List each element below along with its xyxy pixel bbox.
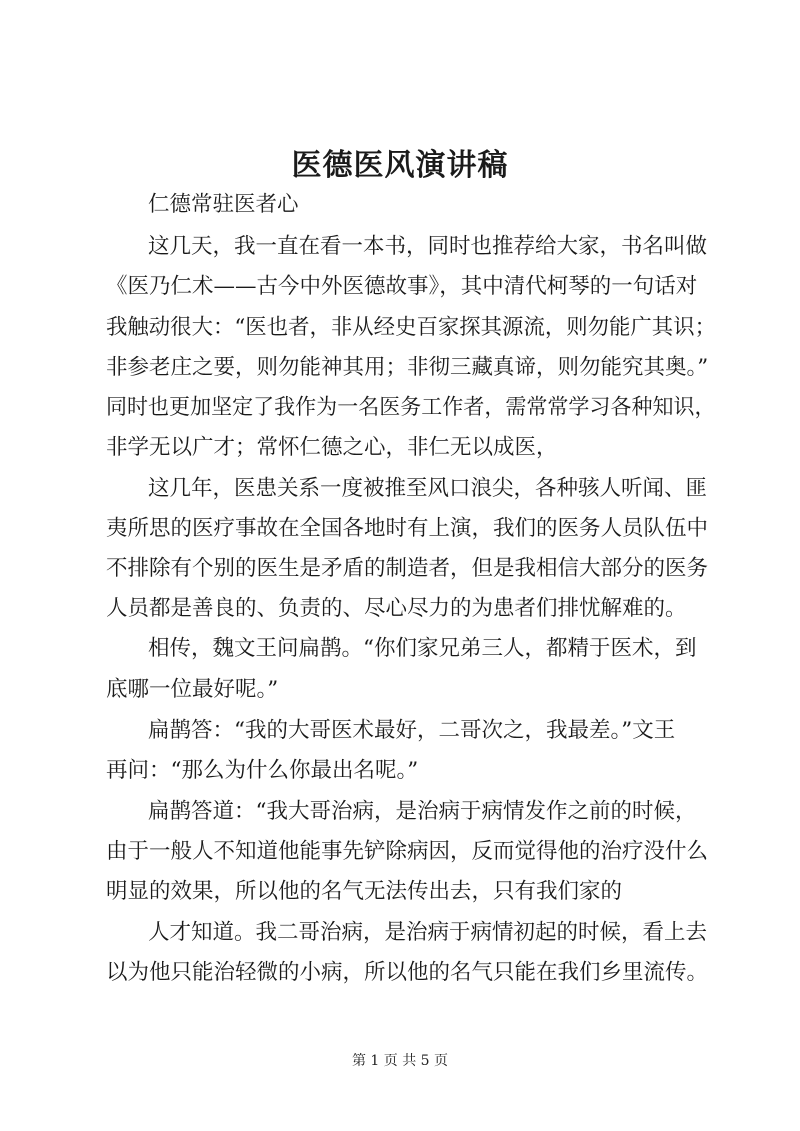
body-line: 明显的效果，所以他的名气无法传出去，只有我们家的 bbox=[106, 879, 623, 904]
body-line: 我触动很大：“医也者，非从经史百家探其源流，则勿能广其识； bbox=[106, 315, 716, 340]
body-line: 底哪一位最好呢。” bbox=[106, 677, 279, 702]
body-line: 这几天，我一直在看一本书，同时也推荐给大家，书名叫做 bbox=[148, 234, 708, 259]
document-title: 医德医风演讲稿 bbox=[291, 148, 509, 183]
body-line: 由于一般人不知道他能事先铲除病因，反而觉得他的治疗没什么 bbox=[106, 839, 709, 864]
body-line: 这几年，医患关系一度被推至风口浪尖，各种骇人听闻、匪 bbox=[148, 476, 708, 501]
body-line: 非参老庄之要，则勿能神其用；非彻三藏真谛，则勿能究其奥。” bbox=[106, 355, 709, 380]
body-line: 以为他只能治轻微的小病，所以他的名气只能在我们乡里流传。 bbox=[106, 960, 709, 985]
body-line: 再问：“那么为什么你最出名呢。” bbox=[106, 758, 419, 783]
body-line: 仁德常驻医者心 bbox=[148, 192, 299, 217]
body-line: 不排除有个别的医生是矛盾的制造者，但是我相信大部分的医务 bbox=[106, 556, 709, 581]
body-line: 扁鹊答：“我的大哥医术最好，二哥次之，我最差。”文王 bbox=[148, 718, 676, 743]
body-line: 夷所思的医疗事故在全国各地时有上演，我们的医务人员队伍中 bbox=[106, 516, 709, 541]
body-line: 非学无以广才；常怀仁德之心，非仁无以成医， bbox=[106, 435, 558, 460]
page-footer: 第 1 页 共 5 页 bbox=[351, 1053, 449, 1069]
body-line: 人员都是善良的、负责的、尽心尽力的为患者们排忧解难的。 bbox=[106, 596, 687, 621]
body-line: 扁鹊答道：“我大哥治病，是治病于病情发作之前的时候， bbox=[148, 799, 697, 824]
body-line: 《医乃仁术——古今中外医德故事》，其中清代柯琴的一句话对 bbox=[106, 274, 698, 299]
body-line: 人才知道。我二哥治病，是治病于病情初起的时候，看上去 bbox=[148, 920, 708, 945]
body-line: 相传，魏文王问扁鹊。“你们家兄弟三人，都精于医术，到 bbox=[148, 636, 697, 661]
body-line: 同时也更加坚定了我作为一名医务工作者，需常常学习各种知识， bbox=[106, 395, 716, 420]
